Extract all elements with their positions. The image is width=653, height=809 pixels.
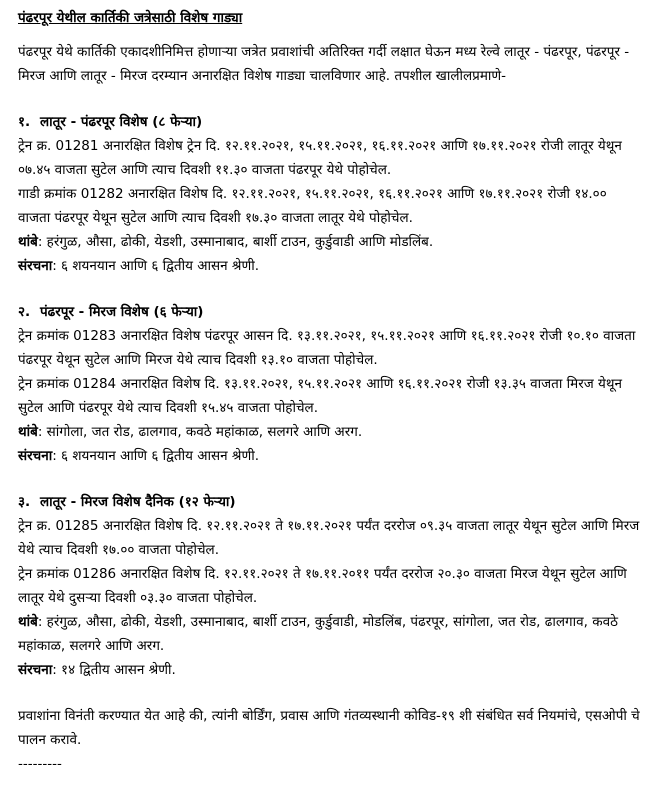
closing-paragraph: प्रवाशांना विनंती करण्यात येत आहे की, त्यांनी बोर्डिंग, प्रवास आणि गंतव्यस्थानी कोविड-१९ शी संबंधित सर्व नियमांचे, एसओपी चे पालन करावे. [18,708,640,748]
page-title: पंढरपूर येथील कार्तिकी जत्रेसाठी विशेष गाड्या [18,10,243,26]
halts-label: थांबे [18,234,38,250]
section-title: लातूर - पंढरपूर विशेष (८ फेऱ्या) [40,114,203,130]
train-details: ट्रेन क्रमांक 01283 अनारक्षित विशेष पंढरपूर आसन दि. १३.११.२०२१, १५.११.२०२१ आणि १६.११.२०२१ रोजी १०.१० वाजता पंढरपूर येथून सुटेल आणि मिरज येथे त्याच दिवशी १३.१० वाजता पोहोचेल. [18,328,636,368]
section-latur-miraj-daily [18,490,643,682]
composition-text: : ६ शयनयान आणि ६ द्वितीय आसन श्रेणी. [52,448,260,464]
separator: --------- [18,756,62,772]
halts-label: थांबे [18,614,38,630]
halts-line [18,610,643,658]
halts-text: : सांगोला, जत रोड, ढालगाव, कवठे महांकाळ, सलगरे आणि अरग. [37,424,363,440]
intro-paragraph: पंढरपूर येथे कार्तिकी एकादशीनिमित्त होणाऱ्या जत्रेत प्रवाशांची अतिरिक्त गर्दी लक्षात घेऊन मध्य रेल्वे लातूर - पंढरपूर, पंढरपूर - मिरज आणि लातूर - मिरज दरम्यान अनारक्षित विशेष गाड्या चालविणार आहे. तपशील खालीलप्रमाणे- [18,44,630,84]
composition-text: : ६ शयनयान आणि ६ द्वितीय आसन श्रेणी. [52,258,260,274]
press-release [18,6,643,776]
section-pandharpur-miraj [18,300,643,468]
halts-line [18,420,643,444]
section-latur-pandharpur [18,110,643,278]
section-heading [18,490,643,514]
composition-label: संरचना [18,448,53,464]
composition-label: संरचना [18,662,53,678]
train-details: ट्रेन क्र. 01285 अनारक्षित विशेष दि. १२.११.२०२१ ते १७.११.२०२१ पर्यंत दररोज ०९.३५ वाजता लातूर येथून सुटेल आणि मिरज येथे त्याच दिवशी १७.०० वाजता पोहोचेल. [18,518,640,558]
section-heading [18,110,643,134]
train-details: ट्रेन क्र. 01281 अनारक्षित विशेष ट्रेन दि. १२.११.२०२१, १५.११.२०२१, १६.११.२०२१ आणि १७.११.२०२१ रोजी लातूर येथून ०७.४५ वाजता सुटेल आणि त्याच दिवशी ११.३० वाजता पंढरपूर येथे पोहोचेल. [18,138,622,178]
train-details: ट्रेन क्रमांक 01284 अनारक्षित विशेष दि. १३.११.२०२१, १५.११.२०२१ आणि १६.११.२०२१ रोजी १३.३५ वाजता मिरज येथून सुटेल आणि पंढरपूर येथे त्याच दिवशी १५.४५ वाजता पोहोचेल. [18,376,623,416]
halts-text: : हरंगुळ, औसा, ढोकी, येडशी, उस्मानाबाद, बार्शी टाउन, कुर्डुवाडी, मोडलिंब, पंढरपूर, सांगोला, जत रोड, ढालगाव, कवठे महांकाळ, सलगरे आणि अरग. [18,614,618,654]
train-details: ट्रेन क्रमांक 01286 अनारक्षित विशेष दि. १२.११.२०२१ ते १७.११.२०११ पर्यंत दररोज २०.३० वाजता मिरज येथून सुटेल आणि लातूर येथे दुसऱ्या दिवशी ०३.३० वाजता पोहोचेल. [18,566,627,606]
composition-label: संरचना [18,258,53,274]
section-title: लातूर - मिरज विशेष दैनिक (१२ फेऱ्या) [40,494,236,510]
section-number: २. [18,304,31,320]
section-number: १. [18,114,31,130]
train-details: गाडी क्रमांक 01282 अनारक्षित विशेष दि. १२.११.२०२१, १५.११.२०२१, १६.११.२०२१ आणि १७.११.२०२१ रोजी १४.०० वाजता पंढरपूर येथून सुटेल आणि त्याच दिवशी १७.३० वाजता लातूर येथे पोहोचेल. [18,186,607,226]
composition-line [18,444,643,468]
halts-text: : हरंगुळ, औसा, ढोकी, येडशी, उस्मानाबाद, बार्शी टाउन, कुर्डुवाडी आणि मोडलिंब. [37,234,434,250]
composition-line [18,254,643,278]
section-number: ३. [18,494,31,510]
halts-line [18,230,643,254]
composition-text: : १४ द्वितीय आसन श्रेणी. [52,662,176,678]
halts-label: थांबे [18,424,38,440]
composition-line [18,658,643,682]
section-heading [18,300,643,324]
section-title: पंढरपूर - मिरज विशेष (६ फेऱ्या) [40,304,204,320]
